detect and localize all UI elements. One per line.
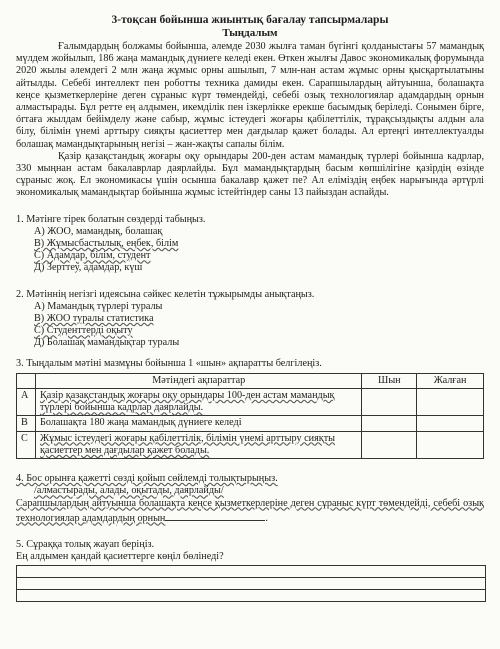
table-row <box>17 389 484 416</box>
question-3-prompt: 3. Тыңдалым мәтіні мазмұны бойынша 1 «шын» ақпаратты белгілеңіз. <box>16 357 322 369</box>
question-2-option-c-text: С) Студенттерді оқыту <box>34 325 133 337</box>
row-letter: А <box>17 389 36 416</box>
row-statement-text: Жұмыс істеудегі жоғары қабілеттілік, білімін үнемі арттыру сияқты қасиеттер мен дағдылар қажет болады. <box>39 432 336 456</box>
false-cell[interactable] <box>417 389 484 416</box>
question-3 <box>16 358 484 459</box>
row-letter: С <box>17 431 36 458</box>
table-header-row <box>17 373 484 388</box>
answer-line[interactable] <box>17 590 485 601</box>
true-cell[interactable] <box>362 431 417 458</box>
question-5-question: Ең алдымен қандай қасиеттерге көңіл бөлінеді? <box>16 551 224 563</box>
question-4-prompt <box>16 473 484 485</box>
question-2-prompt: 2. Мәтіннің негізгі идеясына сәйкес келетін тұжырымды анықтаңыз. <box>16 288 315 300</box>
false-cell[interactable] <box>417 431 484 458</box>
question-1-option-b[interactable] <box>34 238 484 250</box>
true-cell[interactable] <box>362 416 417 431</box>
question-4-sentence <box>16 498 484 525</box>
question-4-sentence-end: . <box>265 512 268 524</box>
row-statement-text: Қазір қазақстандық жоғары оқу орындары 100-ден астам мамандық түрлері бойынша кадрлар даярлайды. <box>39 390 335 414</box>
answer-line[interactable] <box>17 566 485 578</box>
question-2-option-b[interactable] <box>34 313 484 325</box>
row-statement <box>35 389 361 416</box>
row-letter: В <box>17 416 36 431</box>
table-row <box>17 431 484 458</box>
blank-answer-line[interactable] <box>165 510 265 521</box>
passage-paragraph-2: Қазір қазақстандық жоғары оқу орындары 200-ден астам мамандық түрлері бойынша кадрлар, 330 мыңнан астам бакалаврлар даярлайды. Бұл мамандықтардың басым көпшілігіне қазірдің өзінде сұраныс жоқ. Ел экономикасы үшін осынша бакалавр қажет пе? Ал еліміздің еңбек нарығында әртүрлі экономикалық мамандықтар бойынша жұмыс істейтіндер саны 13 пайыздан аспайды. <box>16 150 484 199</box>
table-header-false: Жалған <box>417 373 484 388</box>
question-4-prompt-text: 4. Бос орынға қажетті сөзді қойып сөйлемді толықтырыңыз. <box>16 473 278 485</box>
question-1-option-b-text: В) Жұмысбастылық, еңбек, білім <box>34 238 179 250</box>
question-2-option-d[interactable]: Д) Болашақ мамандықтар туралы <box>34 337 180 349</box>
worksheet-title: 3-тоқсан бойынша жиынтық бағалау тапсырмалары <box>111 14 389 26</box>
row-statement <box>35 431 361 458</box>
question-1-option-a[interactable]: А) ЖОО, мамандық, болашақ <box>34 225 163 237</box>
row-statement: Болашақта 180 жаңа мамандық дүниеге келеді <box>35 416 361 431</box>
question-4 <box>16 473 484 525</box>
question-1-option-d[interactable]: Д) Зерттеу, адамдар, күш <box>34 262 143 274</box>
answer-line[interactable] <box>17 578 485 590</box>
answer-lines[interactable] <box>16 565 486 602</box>
question-1-option-c-text: С) Адамдар, білім, студент <box>34 250 151 262</box>
true-false-table <box>16 373 484 459</box>
question-4-sentence-text: Сарапшылардың айтуынша болашақта кеңсе қызметкерлеріне деген сұраныс күрт төмендейді, себебі озық технологиялар адамдардың орнын <box>16 497 484 524</box>
table-header-letter <box>17 373 36 388</box>
question-4-word-bank-text: /алмастырады, алады, оқытады, даярлайды/ <box>34 485 224 497</box>
false-cell[interactable] <box>417 416 484 431</box>
question-2-option-c[interactable] <box>34 325 484 337</box>
question-2-option-b-text: В) ЖОО туралы статистика <box>34 313 154 325</box>
question-1-option-c[interactable] <box>34 250 484 262</box>
table-row <box>17 416 484 431</box>
question-1-prompt: 1. Мәтінге тірек болатын сөздерді табыңыз. <box>16 213 206 225</box>
section-subtitle: Тыңдалым <box>222 27 278 39</box>
question-2-option-a[interactable]: А) Мамандық түрлері туралы <box>34 300 163 312</box>
table-header-info: Мәтіндегі ақпараттар <box>35 373 361 388</box>
passage-paragraph-1: Ғалымдардың болжамы бойынша, әлемде 2030 жылға таман бүгінгі қолданыстағы 57 мамандық мүлдем жойылып, 186 жаңа мамандық дүниеге келеді екен. Өткен жылғы Давос экономикалық форумында 2020 жылы әлемдегі 2 млн жаңа жұмыс орны ашылып, 7 млн-нан астам жұмыс орны қысқартылатыны айтылды. Себебі интеллект пен роботты техника дамиды екен. Сарапшылардың айтуынша, болашақта кеңсе қызметкерлеріне деген сұраныс күрт төмендейді, себебі озық технологиялар адамдардың орнын алмастырады. Бұл ретте ең алдымен, икемділік пен ізкерлікке ерекше басымдық беріледі. Сонымен бірге, órтаға жылдам бейімделу және сабыр, жұмыс істеудегі жоғары қабілеттілік, тұрақсыздықты алдын ала білу, білімін үнемі арттыру сияқты қасиеттер мен дағдылар қажет болады. Ал ертеңгі интеллектуалды болашақ мамандықтарының негізі – жан-жақты сапалы білім. <box>16 41 484 150</box>
table-header-true: Шын <box>362 373 417 388</box>
question-4-word-bank <box>34 485 484 497</box>
question-1 <box>16 214 484 275</box>
true-cell[interactable] <box>362 389 417 416</box>
question-2 <box>16 289 484 350</box>
question-5 <box>16 539 484 602</box>
question-5-prompt: 5. Сұраққа толық жауап беріңіз. <box>16 538 155 550</box>
